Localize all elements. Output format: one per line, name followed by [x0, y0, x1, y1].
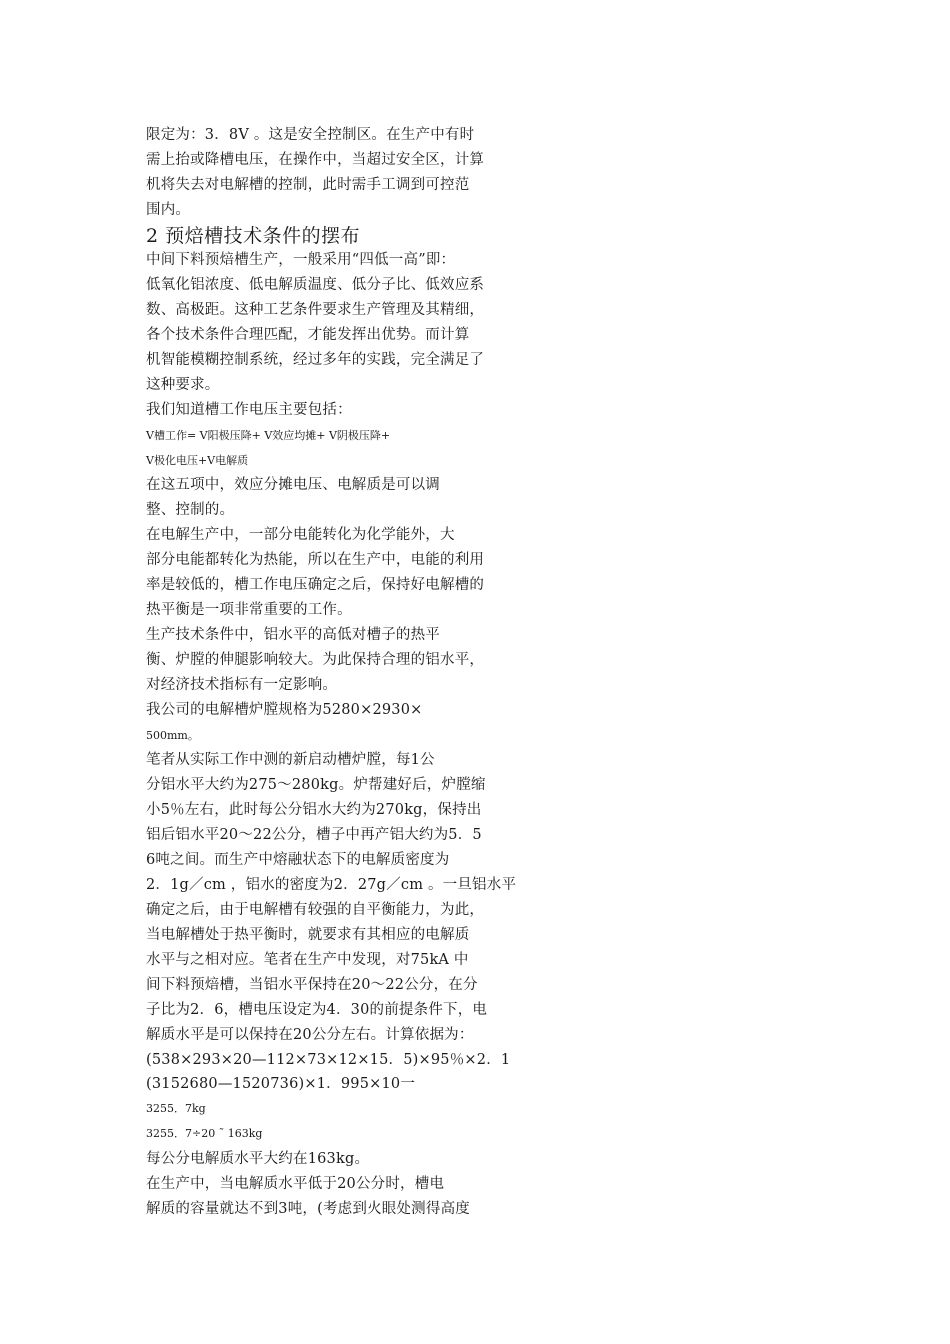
text-line: 各个技术条件合理匹配，才能发挥出优势。而计算	[146, 327, 470, 343]
text-line: 衡、炉膛的伸腿影响较大。为此保持合理的铝水平，	[146, 652, 485, 668]
text-line: 2．1g／cm ，铝水的密度为2．27g／cm 。一旦铝水平	[146, 877, 517, 893]
text-line: 我公司的电解槽炉膛规格为5280×2930×	[146, 702, 423, 718]
text-line: 在这五项中，效应分摊电压、电解质是可以调	[146, 477, 440, 493]
text-line: 当电解槽处于热平衡时，就要求有其相应的电解质	[146, 927, 470, 943]
text-line: 限定为：3．8V 。这是安全控制区。在生产中有时	[146, 127, 475, 143]
text-line: 热平衡是一项非常重要的工作。	[146, 602, 352, 618]
text-line: 水平与之相对应。笔者在生产中发现，对75kA 中	[146, 952, 469, 968]
text-line: 间下料预焙槽，当铝水平保持在20～22公分，在分	[146, 977, 478, 993]
text-line: 确定之后，由于电解槽有较强的自平衡能力，为此，	[146, 902, 485, 918]
section-heading: 2 预焙槽技术条件的摆布	[146, 225, 361, 247]
formula-line: 3255．7÷20 ˜ 163kg	[146, 1127, 263, 1140]
text-line: 6吨之间。而生产中熔融状态下的电解质密度为	[146, 852, 450, 868]
text-line: 在电解生产中，一部分电能转化为化学能外，大	[146, 527, 455, 543]
text-line: 我们知道槽工作电压主要包括：	[146, 402, 352, 418]
formula-line: V极化电压+V电解质	[146, 454, 249, 467]
text-line: 中间下料预焙槽生产，一般采用“四低一高”即：	[146, 252, 456, 268]
text-line: 铝后铝水平20～22公分，槽子中再产铝大约为5．5	[146, 827, 482, 843]
text-line: 部分电能都转化为热能，所以在生产中，电能的利用	[146, 552, 485, 568]
formula-line: (538×293×20—112×73×12×15．5)×95％×2．1	[146, 1052, 511, 1068]
text-line: 机智能模糊控制系统，经过多年的实践，完全满足了	[146, 352, 485, 368]
text-line: 每公分电解质水平大约在163kg。	[146, 1151, 370, 1167]
text-line: 解质的容量就达不到3吨，(考虑到火眼处测得高度	[146, 1201, 470, 1217]
text-line: 解质水平是可以保持在20公分左右。计算依据为：	[146, 1027, 474, 1043]
text-line: 低氧化铝浓度、低电解质温度、低分子比、低效应系	[146, 277, 485, 293]
text-line: 分铝水平大约为275～280kg。炉帮建好后，炉膛缩	[146, 777, 486, 793]
text-line: 子比为2．6，槽电压设定为4．30的前提条件下，电	[146, 1002, 488, 1018]
text-line: 机将失去对电解槽的控制，此时需手工调到可控范	[146, 177, 470, 193]
text-line: 小5％左右，此时每公分铝水大约为270kg，保持出	[146, 802, 482, 818]
formula-line: 3255．7kg	[146, 1102, 206, 1115]
formula-line: V槽工作= V阳极压降+ V效应均摊+ V阴极压降+	[146, 429, 391, 442]
text-line: 率是较低的，槽工作电压确定之后，保持好电解槽的	[146, 577, 485, 593]
text-line: 生产技术条件中，铝水平的高低对槽子的热平	[146, 627, 440, 643]
text-line: 笔者从实际工作中测的新启动槽炉膛，每1公	[146, 752, 435, 768]
text-line: 需上抬或降槽电压，在操作中，当超过安全区，计算	[146, 152, 485, 168]
text-line: 在生产中，当电解质水平低于20公分时，槽电	[146, 1176, 445, 1192]
formula-line: (3152680—1520736)×1．995×10一	[146, 1076, 416, 1092]
text-line: 500mm。	[146, 729, 199, 742]
text-line: 围内。	[146, 202, 191, 218]
text-line: 数、高极距。这种工艺条件要求生产管理及其精细，	[146, 302, 485, 318]
text-line: 对经济技术指标有一定影响。	[146, 677, 338, 693]
text-line: 这种要求。	[146, 377, 220, 393]
text-line: 整、控制的。	[146, 502, 235, 518]
